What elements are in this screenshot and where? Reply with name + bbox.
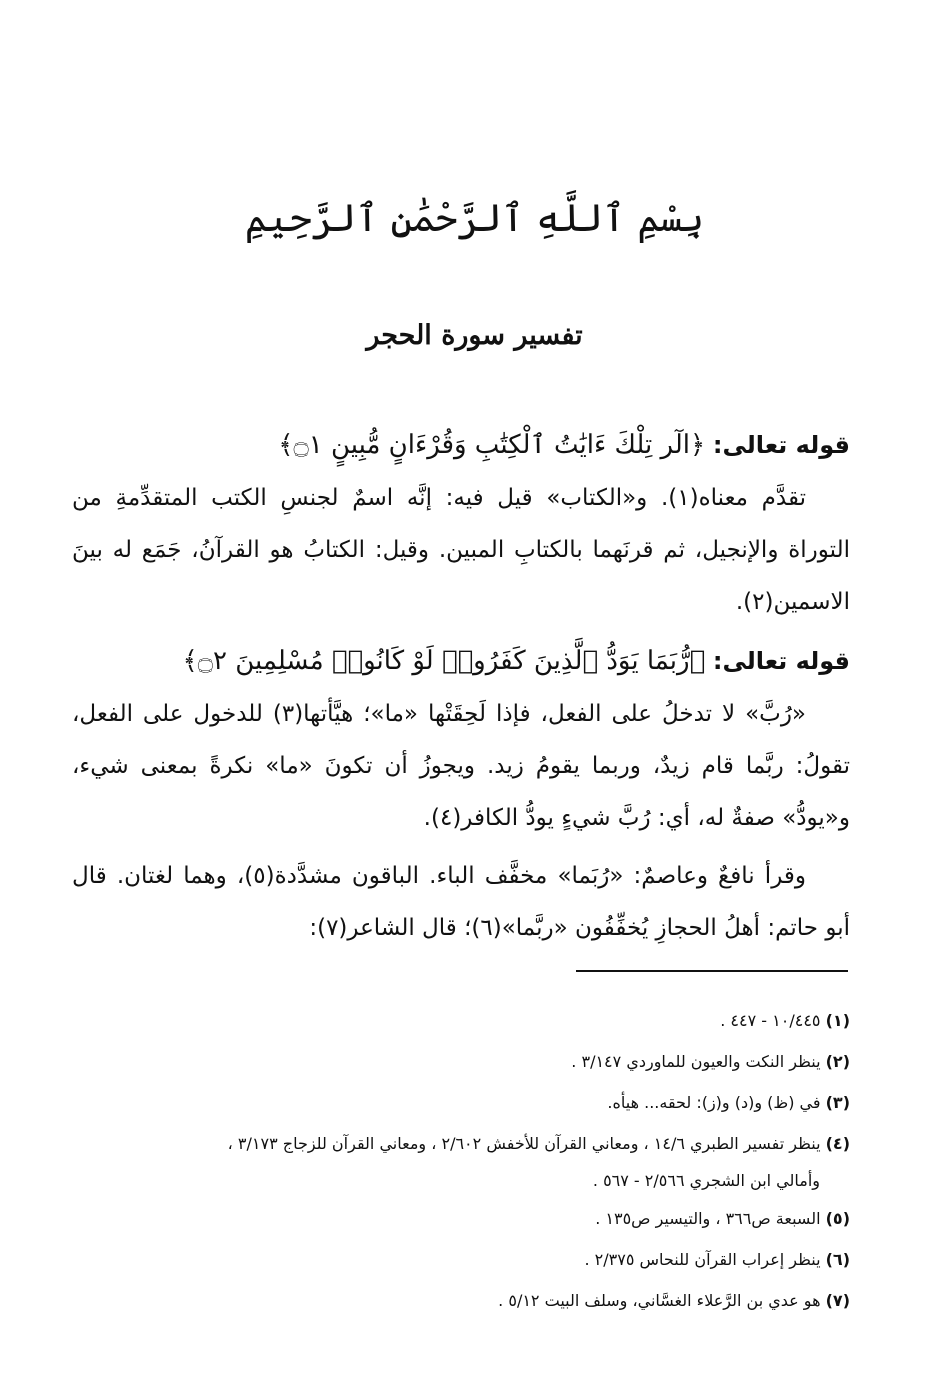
footnote <box>72 1198 850 1239</box>
verse-label: قوله تعالى: <box>712 431 850 459</box>
footnote <box>72 1123 850 1164</box>
verse-heading-2 <box>72 634 850 688</box>
footnote-text: السبعة ص٣٦٦ ، والتيسير ص١٣٥ . <box>595 1209 821 1228</box>
verse-label: قوله تعالى: <box>712 647 850 675</box>
footnote <box>72 1239 850 1280</box>
footnote-number: (٤) <box>825 1134 850 1153</box>
verse-text: ﴿الٓر تِلْكَ ءَايَٰتُ ٱلْكِتَٰبِ وَقُرْءَانٍ مُّبِينٍ ۝١﴾ <box>278 430 706 460</box>
footnote-number: (٣) <box>825 1093 850 1112</box>
footnote-text: ينظر تفسير الطبري ١٤/٦ ، ومعاني القرآن للأخفش ٢/٦٠٢ ، ومعاني القرآن للزجاج ٣/١٧٣ ، <box>227 1134 821 1153</box>
page-title: تفسير سورة الحجر <box>366 320 583 351</box>
footnote <box>72 1082 850 1123</box>
footnote-separator <box>576 970 848 972</box>
commentary-paragraph: تقدَّم معناه(١). و«الكتاب» قيل فيه: إنَّه اسمٌ لجنسِ الكتب المتقدِّمةِ من التوراة والإنجيل، ثم قرنَهما بالكتابِ المبين. وقيل: الكتابُ هو القرآنُ، جَمَع له بينَ الاسمين(٢). <box>72 485 850 615</box>
footnote-text: ينظر النكت والعيون للماوردي ٣/١٤٧ . <box>571 1052 821 1071</box>
footnote-number: (٦) <box>825 1250 850 1269</box>
main-text <box>72 418 850 954</box>
footnote-text: وأمالي ابن الشجري ٢/٥٦٦ - ٥٦٧ . <box>592 1171 820 1190</box>
footnote-number: (٥) <box>825 1209 850 1228</box>
footnote-text: هو عدي بن الرَّعلاء الغسَّاني، وسلف البيت ٥/١٢ . <box>498 1291 821 1310</box>
footnote-text: ١٠/٤٤٥ - ٤٤٧ . <box>720 1011 821 1030</box>
footnote-number: (٧) <box>825 1291 850 1310</box>
commentary-paragraph: وقرأ نافعٌ وعاصمٌ: «رُبَما» مخفَّف الباء. الباقون مشدَّدة(٥)، وهما لغتان. قال أبو حاتم: أهلُ الحجازِ يُخفِّفُون «ربَّما»(٦)؛ قال الشاعر(٧): <box>72 863 850 941</box>
commentary-paragraph: «رُبَّ» لا تدخلُ على الفعل، فإذا لَحِقَتْها «ما»؛ هيَّأتها(٣) للدخول على الفعل، تقولُ: ربَّما قام زيدٌ، وربما يقومُ زيد. ويجوزُ أن تكونَ «ما» نكرةً بمعنى شيء، و«يودُّ» صفةٌ له، أي: رُبَّ شيءٍ يودُّ الكافر(٤). <box>72 701 850 831</box>
basmala-heading: بِسْمِ ٱللَّهِ ٱلرَّحْمَٰنِ ٱلرَّحِيمِ <box>244 196 705 240</box>
footnote <box>72 1041 850 1082</box>
footnote <box>72 1000 850 1041</box>
verse-heading-1 <box>72 418 850 472</box>
footnote-continuation <box>72 1164 850 1198</box>
footnote-text: في (ظ) و(د) و(ز): لحقه... هيأه. <box>607 1093 821 1112</box>
footnote-text: ينظر إعراب القرآن للنحاس ٢/٣٧٥ . <box>584 1250 821 1269</box>
footnotes <box>72 1000 850 1321</box>
footnote-number: (٢) <box>825 1052 850 1071</box>
footnote <box>72 1280 850 1321</box>
verse-text: ﴿رُّبَمَا يَوَدُّ ٱلَّذِينَ كَفَرُوا۟ لَوْ كَانُوا۟ مُسْلِمِينَ ۝٢﴾ <box>182 646 706 676</box>
footnote-number: (١) <box>825 1011 850 1030</box>
